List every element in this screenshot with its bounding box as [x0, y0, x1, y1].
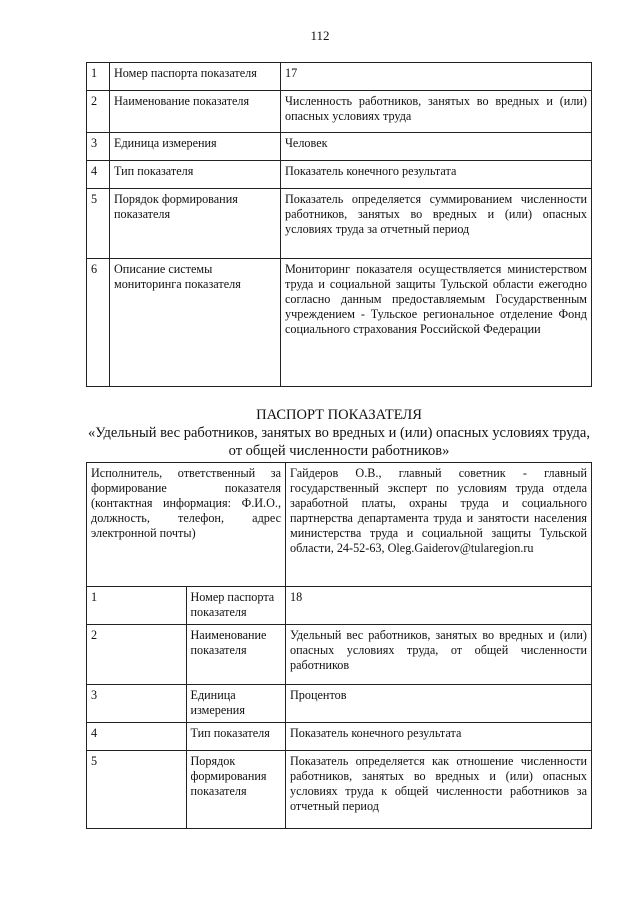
row-name: Наименование показателя [186, 625, 286, 685]
passport-subtitle: «Удельный вес работников, занятых во вредных и (или) опасных условиях труда, от общей численности работников» [88, 425, 590, 459]
row-value: Процентов [286, 685, 592, 723]
row-value: Человек [281, 133, 592, 161]
row-name: Описание системы мониторинга показателя [110, 259, 281, 387]
row-number: 4 [87, 723, 187, 751]
row-number: 1 [87, 587, 187, 625]
table-row [87, 63, 592, 91]
executor-value: Гайдеров О.В., главный советник - главный государственный эксперт по условиям труда отдела заработной платы, охраны труда и социального партнерства департамента труда и занятости населения министерства труда и социальной защиты Тульской области, 24-52-63, Oleg.Gaiderov@tularegion.ru [286, 463, 592, 587]
row-number: 4 [87, 161, 110, 189]
row-value: Мониторинг показателя осуществляется министерством труда и социальной защиты Тульской области ежегодно согласно данным предоставляемым Государственным учреждением - Тульское региональное отделение Фонд социального страхования Российской Федерации [281, 259, 592, 387]
executor-row [87, 463, 592, 587]
row-number: 5 [87, 751, 187, 829]
table-row [87, 723, 592, 751]
row-number: 3 [87, 133, 110, 161]
table-row [87, 751, 592, 829]
row-number: 2 [87, 91, 110, 133]
table-row [87, 685, 592, 723]
row-number: 3 [87, 685, 187, 723]
table-row [87, 133, 592, 161]
row-value: Показатель конечного результата [286, 723, 592, 751]
row-number: 2 [87, 625, 187, 685]
table-row [87, 625, 592, 685]
table-row [87, 161, 592, 189]
row-name: Единица измерения [186, 685, 286, 723]
executor-label: Исполнитель, ответственный за формирование показателя (контактная информация: Ф.И.О., должность, телефон, адрес электронной почты) [87, 463, 286, 587]
page-number: 112 [310, 28, 330, 43]
passport-table-17 [86, 62, 592, 387]
row-value: 18 [286, 587, 592, 625]
row-name: Порядок формирования показателя [186, 751, 286, 829]
table-row [87, 91, 592, 133]
row-number: 6 [87, 259, 110, 387]
table-row [87, 189, 592, 259]
row-name: Номер паспорта показателя [186, 587, 286, 625]
passport-heading [86, 406, 592, 460]
table-row [87, 259, 592, 387]
passport-table-18 [86, 462, 592, 829]
row-value: Показатель определяется суммированием численности работников, занятых во вредных и (или) опасных условиях труда за отчетный период [281, 189, 592, 259]
row-value: Удельный вес работников, занятых во вредных и (или) опасных условиях труда, от общей численности работников [286, 625, 592, 685]
row-value: Численность работников, занятых во вредных и (или) опасных условиях труда [281, 91, 592, 133]
row-name: Номер паспорта показателя [110, 63, 281, 91]
table-row [87, 587, 592, 625]
passport-title: ПАСПОРТ ПОКАЗАТЕЛЯ [256, 407, 422, 423]
row-value: 17 [281, 63, 592, 91]
row-name: Единица измерения [110, 133, 281, 161]
row-value: Показатель определяется как отношение численности работников, занятых во вредных и (или) опасных условиях труда к общей численности работников за отчетный период [286, 751, 592, 829]
row-name: Тип показателя [110, 161, 281, 189]
row-number: 1 [87, 63, 110, 91]
row-name: Наименование показателя [110, 91, 281, 133]
row-value: Показатель конечного результата [281, 161, 592, 189]
row-name: Тип показателя [186, 723, 286, 751]
row-number: 5 [87, 189, 110, 259]
row-name: Порядок формирования показателя [110, 189, 281, 259]
